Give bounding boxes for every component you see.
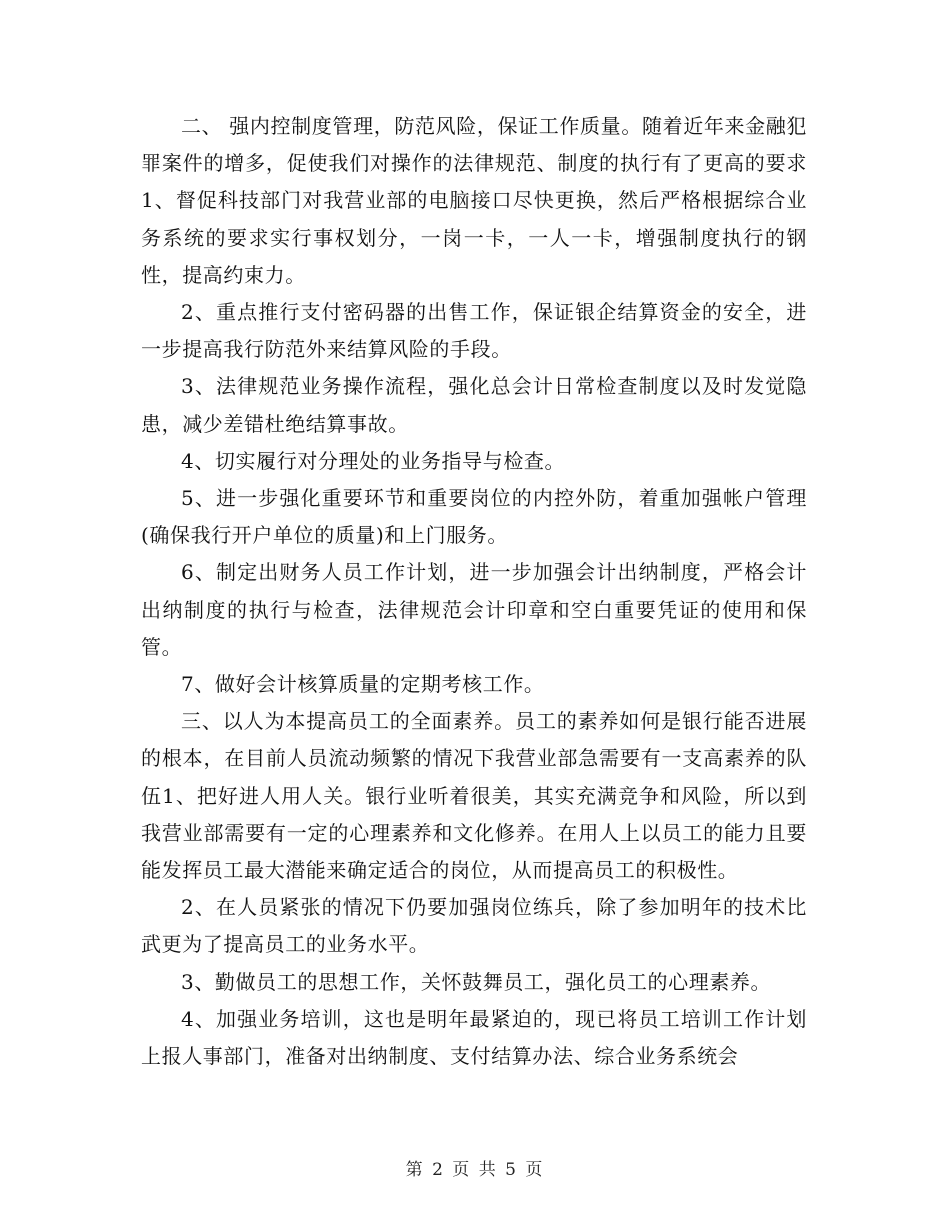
paragraph-item-3: 3、法律规范业务操作流程，强化总会计日常检查制度以及时发觉隐患，减少差错杜绝结算事故。 (141, 374, 807, 436)
document-body (141, 108, 807, 1075)
paragraph-item-4: 4、切实履行对分理处的业务指导与检查。 (181, 448, 566, 473)
paragraph-item-3-2: 2、在人员紧张的情况下仍要加强岗位练兵，除了参加明年的技术比武更为了提高员工的业务水平。 (141, 895, 807, 957)
page-number-footer: 第 2 页 共 5 页 (405, 1160, 545, 1180)
paragraph-item-3-4: 4、加强业务培训，这也是明年最紧迫的，现已将员工培训工作计划上报人事部门，准备对出纳制度、支付结算办法、综合业务系统会 (141, 1006, 807, 1069)
paragraph-item-5: 5、进一步强化重要环节和重要岗位的内控外防，着重加强帐户管理(确保我行开户单位的质量)和上门服务。 (141, 486, 807, 548)
paragraph-item-3-3: 3、勤做员工的思想工作，关怀鼓舞员工，强化员工的心理素养。 (181, 969, 772, 994)
paragraph-item-2: 2、重点推行支付密码器的出售工作，保证银企结算资金的安全，进一步提高我行防范外来结算风险的手段。 (141, 300, 807, 362)
paragraph-item-6: 6、制定出财务人员工作计划，进一步加强会计出纳制度，严格会计出纳制度的执行与检查，法律规范会计印章和空白重要凭证的使用和保管。 (141, 560, 807, 659)
paragraph-item-7: 7、做好会计核算质量的定期考核工作。 (181, 672, 545, 697)
paragraph-section-three: 三、以人为本提高员工的全面素养。员工的素养如何是银行能否进展的根本，在目前人员流动频繁的情况下我营业部急需要有一支高素养的队伍1、把好进人用人关。银行业听着很美，其实充满竞争和风险，所以到我营业部需要有一定的心理素养和文化修养。在用人上以员工的能力且要能发挥员工最大潜能来确定适合的岗位，从而提高员工的积极性。 (141, 709, 807, 883)
paragraph-section-two: 二、 强内控制度管理，防范风险，保证工作质量。随着近年来金融犯罪案件的增多，促使我们对操作的法律规范、制度的执行有了更高的要求1、督促科技部门对我营业部的电脑接口尽快更换，然后严格根据综合业务系统的要求实行事权划分，一岗一卡，一人一卡，增强制度执行的钢性，提高约束力。 (141, 114, 807, 287)
